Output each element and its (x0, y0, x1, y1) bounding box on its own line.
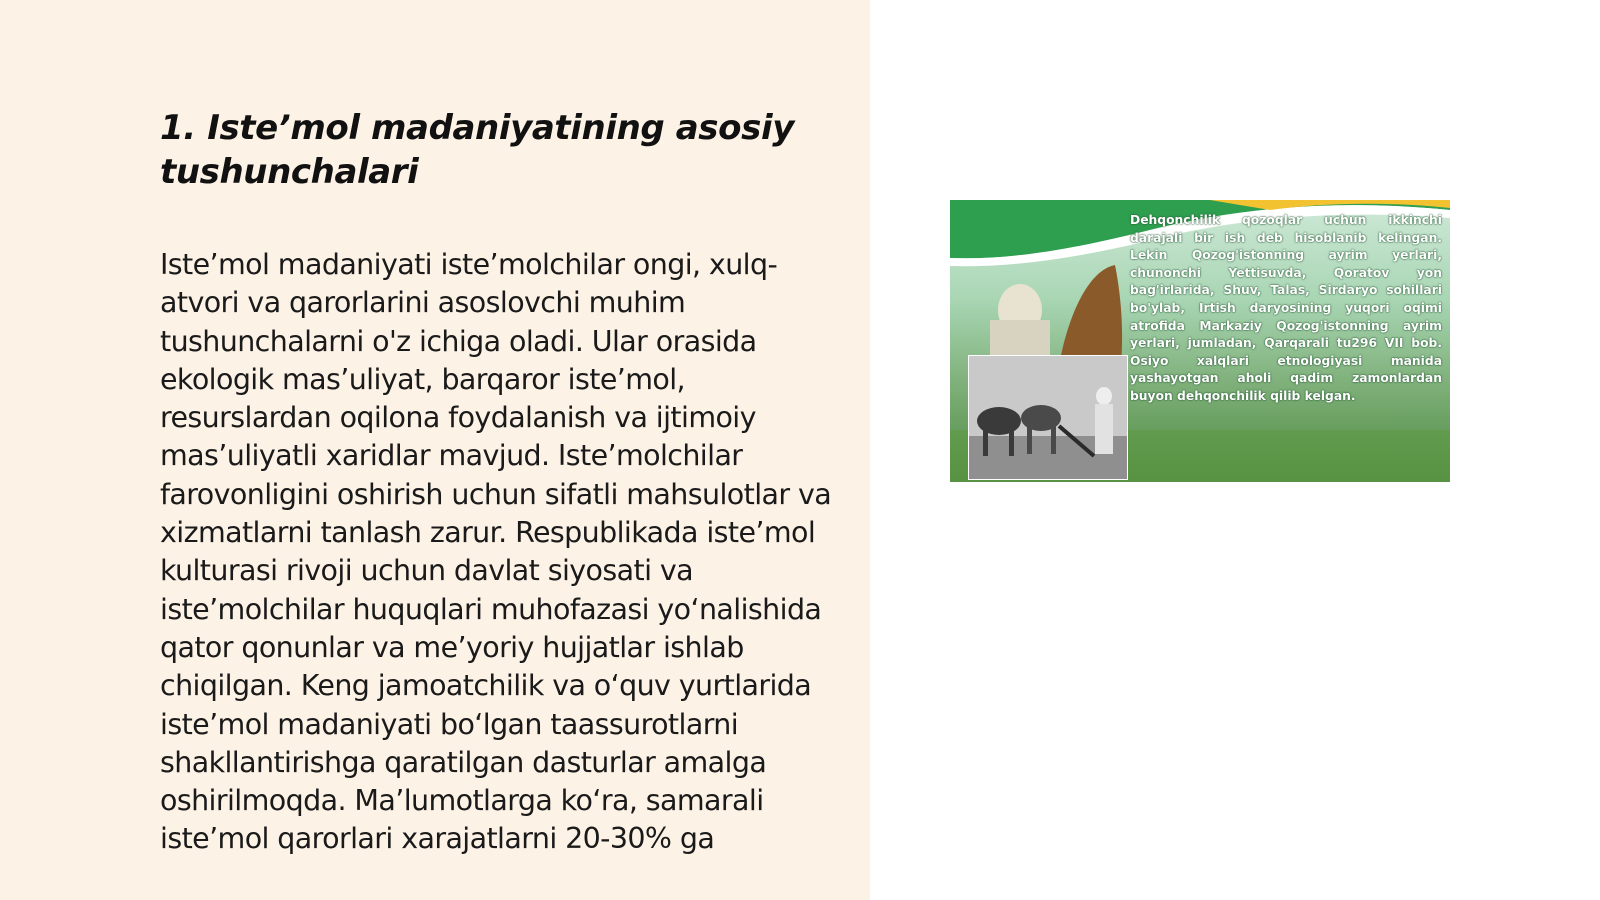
illustration-caption: Dehqonchilik qozoqlar uchun ikkinchi darajali bir ish deb hisoblanib kelingan. Lekin Qozog'istonning ayrim yerlari, chunonchi Yettisuvda, Qoratov yon bag'irlarida, Shuv, Talas, Sirdaryo sohillari bo'ylab, Irtish daryosining yuqori oqimi atrofida Markaziy Qozog'istonning ayrim yerlari, jumladan, Qarqarali tu296 VII bob. Osiyo xalqlari etnologiyasi manida yashayotgan aholi qadim zamonlardan buyon dehqonchilik qilib kelgan. (1130, 213, 1442, 403)
slide-body-text: Iste’mol madaniyati iste’molchilar ongi, xulq-atvori va qarorlarini asoslovchi muhim tushunchalarni o'z ichiga oladi. Ular orasida ekologik mas’uliyat, barqaror iste’mol, resurslardan oqilona foydalanish va ijtimoiy mas’uliyatli xaridlar mavjud. Iste’molchilar farovonligini oshirish uchun sifatli mahsulotlar va xizmatlarni tanlash zarur. Respublikada iste’mol kulturasi rivoji uchun davlat siyosati va iste’molchilar huquqlari muhofazasi yo‘nalishida qator qonunlar va me’yoriy hujjatlar ishlab chiqilgan. Keng jamoatchilik va o‘quv yurtlarida iste’mol madaniyati bo‘lgan taassurotlarni shakllantirishga qaratilgan dasturlar amalga oshirilmoqda. Ma’lumotlarga ko‘ra, samarali iste’mol qarorlari xarajatlarni 20-30% ga (160, 248, 832, 856)
slide-title: 1. Iste’mol madaniyatining asosiy tushunchalari (160, 108, 794, 192)
plowing-scene-icon (969, 356, 1127, 479)
historical-photo (968, 355, 1128, 480)
illustration-image (950, 200, 1450, 482)
